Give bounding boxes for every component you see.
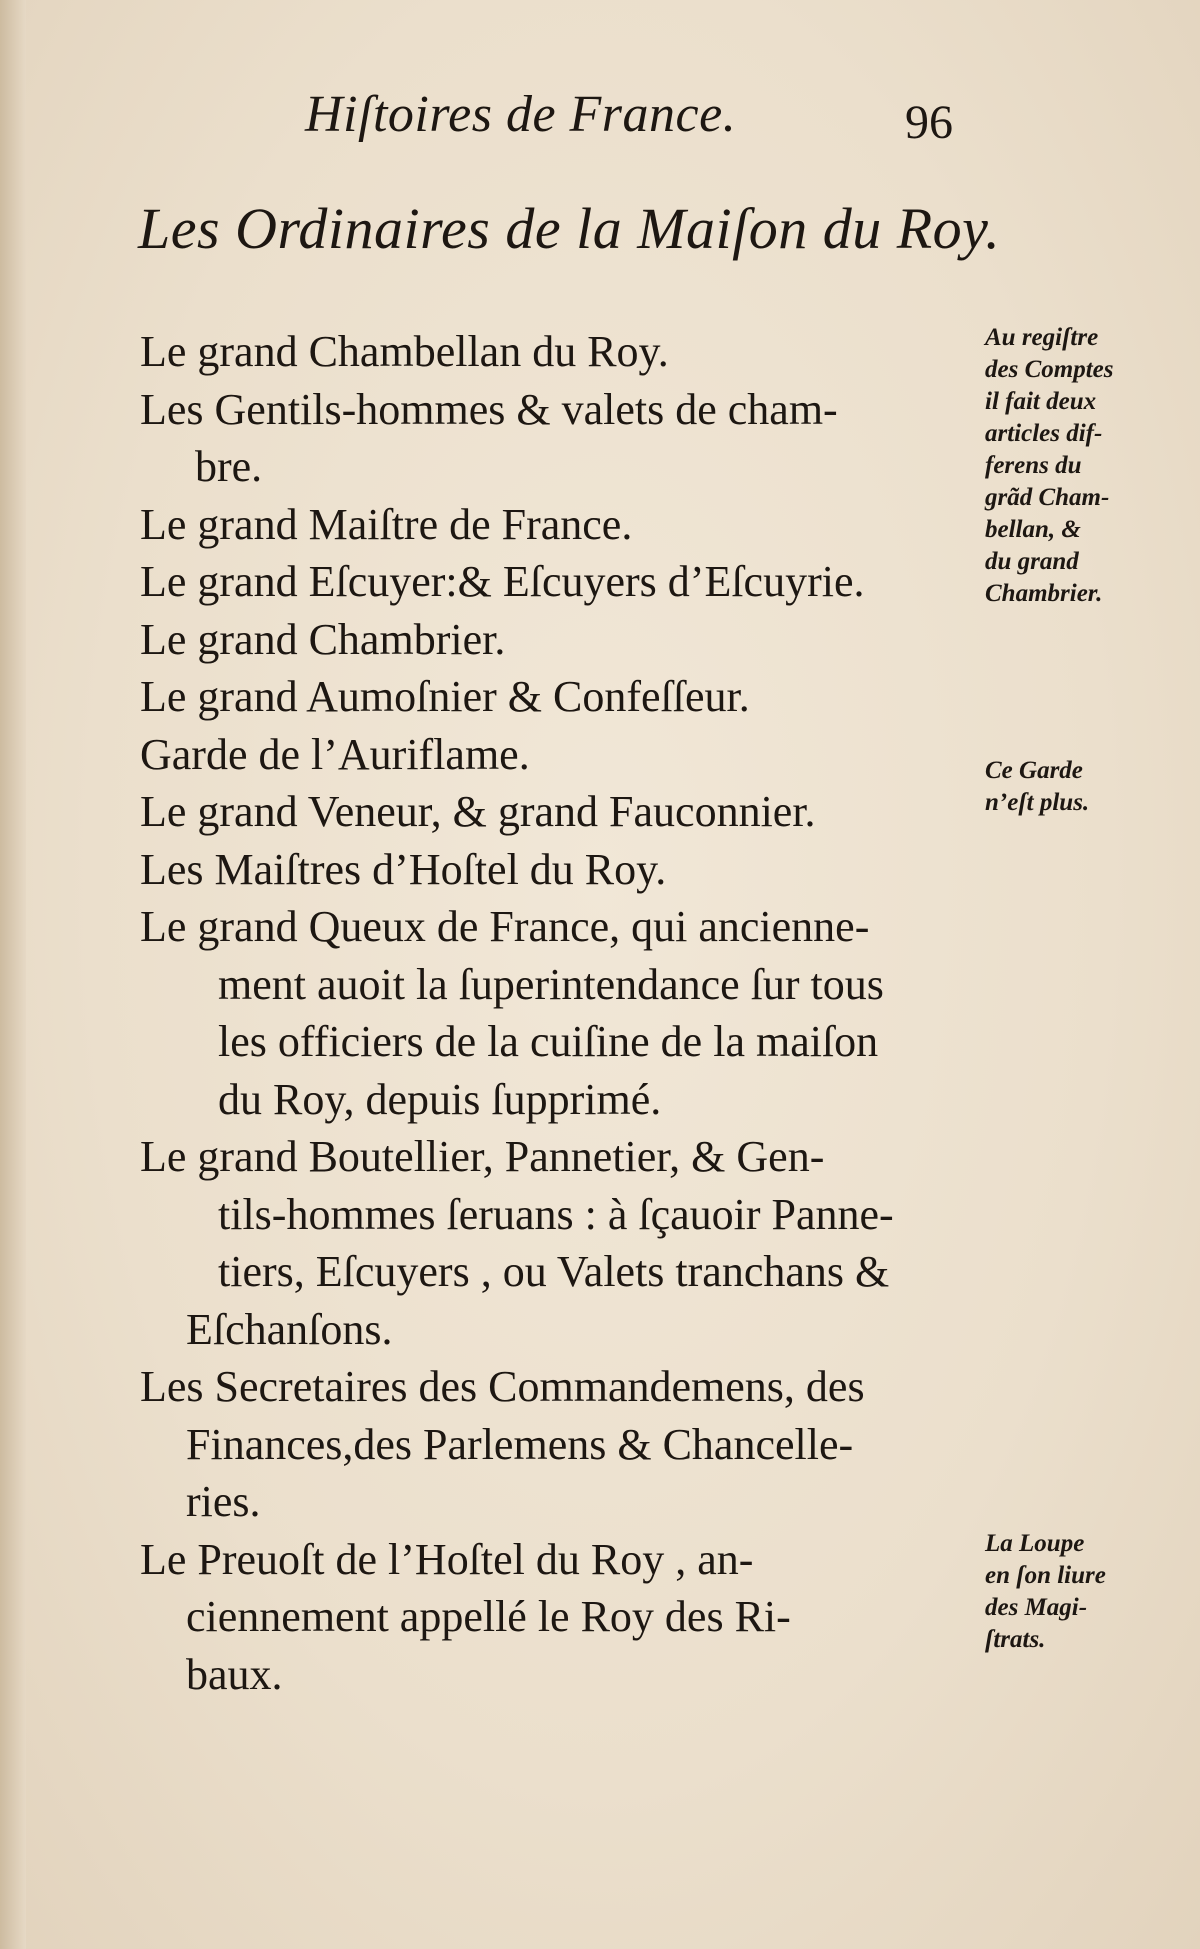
entry-line: tils-hommes ſeruans : à ſçauoir Panne- <box>218 1189 894 1239</box>
margin-note-line: Ce Garde <box>985 757 1083 784</box>
entry-line: Le grand Aumoſnier & Confeſſeur. <box>140 672 750 721</box>
margin-note-line: des Comptes <box>985 356 1114 383</box>
margin-note-line: ſtrats. <box>985 1626 1046 1653</box>
entry-line: ries. <box>186 1477 261 1526</box>
margin-note-line: en ſon liure <box>985 1562 1106 1589</box>
entry-line: bre. <box>195 442 263 491</box>
margin-note-line: il fait deux <box>985 388 1097 415</box>
entry-line: Eſchanſons. <box>186 1304 393 1354</box>
margin-note <box>985 755 1185 819</box>
page-gutter <box>0 0 26 1949</box>
entry-line: Finances,des Parlemens & Chancelle- <box>186 1419 854 1469</box>
entry-line: ciennement appellé le Roy des Ri- <box>186 1592 791 1641</box>
entry-line: Les Gentils-hommes & valets de cham- <box>140 384 838 434</box>
entry-line: ment auoit la ſuperintendance ſur tous <box>218 959 884 1009</box>
entry-line: Le grand Chambrier. <box>140 614 506 664</box>
margin-note-line: ferens du <box>985 452 1082 479</box>
entry-line: Le grand Eſcuyer:& Eſcuyers d’Eſcuyrie. <box>140 557 865 606</box>
margin-note-line: Chambrier. <box>985 580 1103 607</box>
margin-note-line: La Loupe <box>985 1530 1085 1557</box>
margin-note-line: Au regiſtre <box>985 324 1099 351</box>
running-head: Hiſtoires de France. <box>305 86 737 143</box>
entries-list <box>140 323 970 1703</box>
margin-note <box>985 1528 1185 1656</box>
margin-note-line: bellan, & <box>985 516 1081 543</box>
entry-line: baux. <box>186 1649 283 1699</box>
margin-note-line: du grand <box>985 548 1079 575</box>
entry-line: les officiers de la cuiſine de la maiſon <box>218 1017 879 1066</box>
margin-note <box>985 322 1185 610</box>
margin-note-line: des Magi- <box>985 1594 1088 1621</box>
entry-line: Le grand Maiſtre de France. <box>140 499 633 549</box>
entry-line: tiers, Eſcuyers , ou Valets tranchans & <box>218 1247 890 1296</box>
entry-line: Garde de l’Auriflame. <box>140 729 530 779</box>
entry-line: Le grand Queux de France, qui ancienne- <box>140 902 870 951</box>
entry-line: Le Preuoſt de l’Hoſtel du Roy , an- <box>140 1534 754 1584</box>
entry-line: Les Secretaires des Commandemens, des <box>140 1362 865 1411</box>
page-number: 96 <box>905 96 953 149</box>
margin-note-line: grãd Cham- <box>985 484 1110 511</box>
entry-line: Le grand Chambellan du Roy. <box>140 327 669 376</box>
entry-line: Le grand Boutellier, Pannetier, & Gen- <box>140 1132 825 1181</box>
margin-note-line: n’eſt plus. <box>985 789 1090 816</box>
entry-line: Les Maiſtres d’Hoſtel du Roy. <box>140 844 667 894</box>
entry-line: du Roy, depuis ſupprimé. <box>218 1074 662 1124</box>
margin-note-line: articles dif- <box>985 420 1103 447</box>
entry-line: Le grand Veneur, & grand Fauconnier. <box>140 787 816 836</box>
section-title: Les Ordinaires de la Maiſon du Roy. <box>138 196 1001 261</box>
